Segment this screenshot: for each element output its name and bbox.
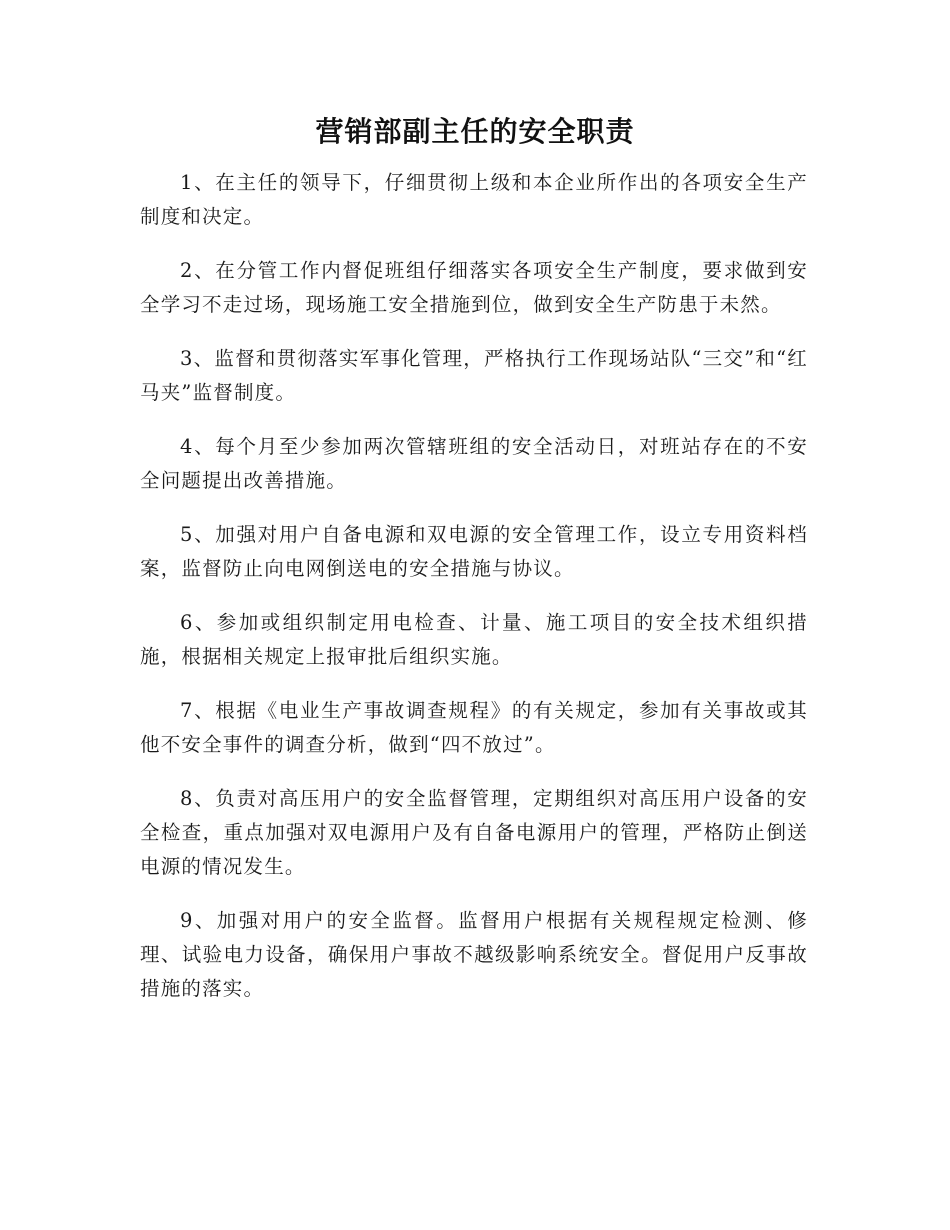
paragraph-2: 2、在分管工作内督促班组仔细落实各项安全生产制度，要求做到安全学习不走过场，现场施工安全措施到位，做到安全生产防患于未然。 xyxy=(140,259,808,316)
document-title: 营销部副主任的安全职责 xyxy=(315,115,635,148)
paragraph-8: 8、负责对高压用户的安全监督管理，定期组织对高压用户设备的安全检查，重点加强对双电源用户及有自备电源用户的管理，严格防止倒送电源的情况发生。 xyxy=(140,787,808,878)
paragraph-3: 3、监督和贯彻落实军事化管理，严格执行工作现场站队“三交”和“红马夹”监督制度。 xyxy=(140,347,808,404)
paragraph-4: 4、每个月至少参加两次管辖班组的安全活动日，对班站存在的不安全问题提出改善措施。 xyxy=(140,435,808,492)
paragraph-1: 1、在主任的领导下，仔细贯彻上级和本企业所作出的各项安全生产制度和决定。 xyxy=(140,171,808,228)
paragraph-7: 7、根据《电业生产事故调查规程》的有关规定，参加有关事故或其他不安全事件的调查分析，做到“四不放过”。 xyxy=(140,699,808,756)
paragraph-5: 5、加强对用户自备电源和双电源的安全管理工作，设立专用资料档案，监督防止向电网倒送电的安全措施与协议。 xyxy=(140,523,808,580)
paragraph-9: 9、加强对用户的安全监督。监督用户根据有关规程规定检测、修理、试验电力设备，确保用户事故不越级影响系统安全。督促用户反事故措施的落实。 xyxy=(140,909,808,1000)
document-body xyxy=(140,166,808,1026)
paragraph-6: 6、参加或组织制定用电检查、计量、施工项目的安全技术组织措施，根据相关规定上报审批后组织实施。 xyxy=(140,611,808,668)
